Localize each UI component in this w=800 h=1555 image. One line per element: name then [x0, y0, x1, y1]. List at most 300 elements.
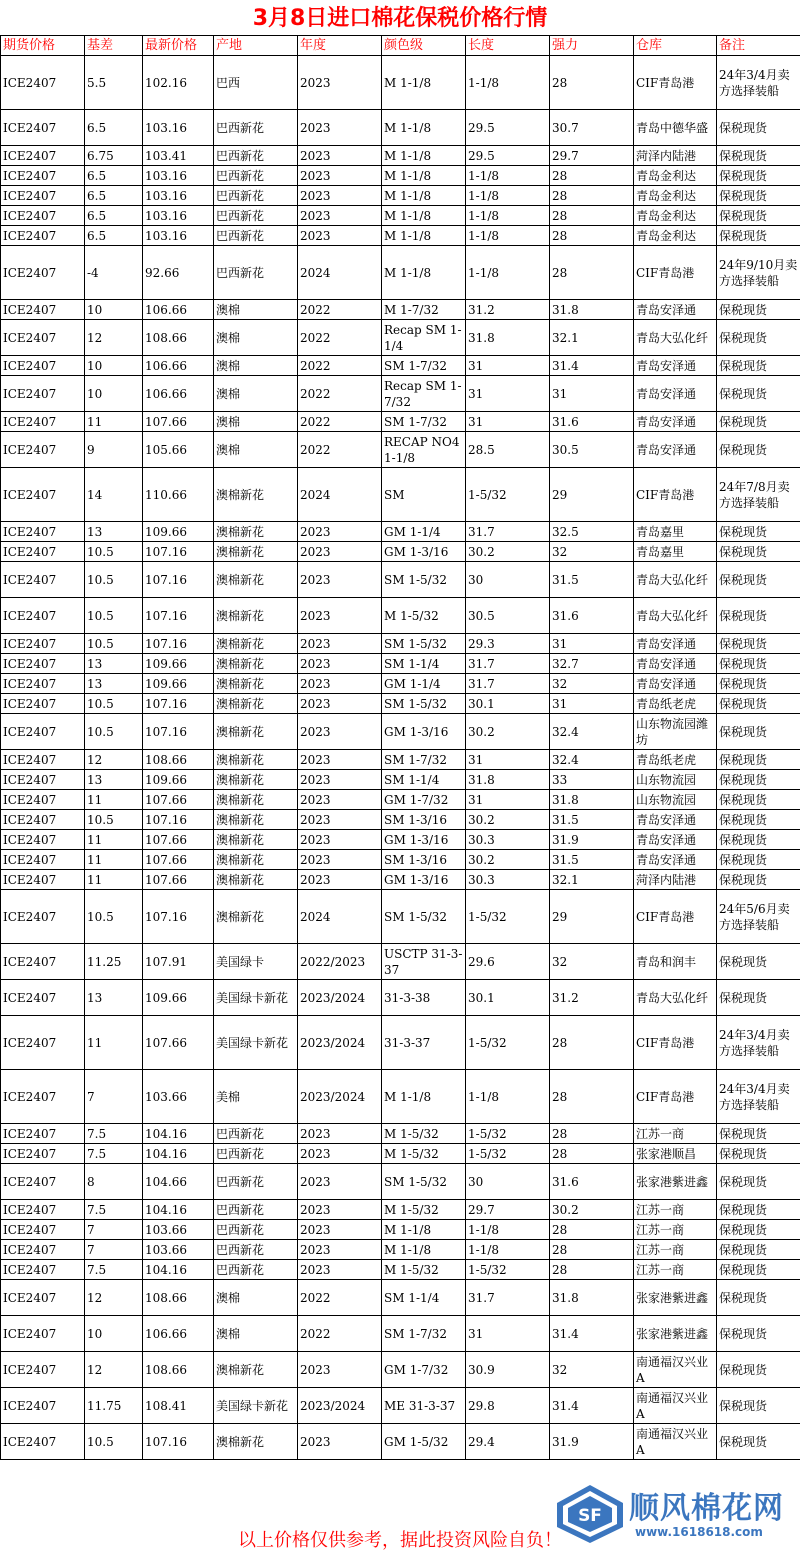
year-cell: 2023	[298, 634, 382, 654]
warehouse-cell: 江苏一商	[634, 1260, 717, 1280]
color-grade-cell: SM 1-5/32	[382, 634, 466, 654]
length-cell: 1-1/8	[466, 246, 550, 300]
table-row	[1, 1352, 800, 1388]
header-remarks: 备注	[717, 36, 800, 56]
futures-cell: ICE2407	[1, 320, 85, 356]
remarks-cell: 保税现货	[717, 1124, 800, 1144]
latest-price-cell: 105.66	[143, 432, 214, 468]
length-cell: 30.2	[466, 810, 550, 830]
remarks-cell: 24年9/10月卖方选择装船	[717, 246, 800, 300]
color-grade-cell: SM 1-3/16	[382, 810, 466, 830]
table-row	[1, 300, 800, 320]
remarks-cell: 保税现货	[717, 300, 800, 320]
table-row	[1, 110, 800, 146]
length-cell: 1-1/8	[466, 1070, 550, 1124]
color-grade-cell: M 1-1/8	[382, 166, 466, 186]
remarks-cell: 保税现货	[717, 1220, 800, 1240]
futures-cell: ICE2407	[1, 1352, 85, 1388]
futures-cell: ICE2407	[1, 750, 85, 770]
origin-cell: 美国绿卡新花	[214, 980, 298, 1016]
table-row	[1, 674, 800, 694]
table-row	[1, 654, 800, 674]
basis-cell: 7.5	[85, 1124, 143, 1144]
table-header-row	[1, 36, 800, 56]
color-grade-cell: M 1-1/8	[382, 146, 466, 166]
remarks-cell: 保税现货	[717, 206, 800, 226]
warehouse-cell: CIF青岛港	[634, 1016, 717, 1070]
latest-price-cell: 107.16	[143, 1424, 214, 1460]
origin-cell: 澳棉新花	[214, 1352, 298, 1388]
strength-cell: 31.9	[550, 830, 634, 850]
basis-cell: 12	[85, 1352, 143, 1388]
year-cell: 2023	[298, 562, 382, 598]
color-grade-cell: GM 1-3/16	[382, 542, 466, 562]
latest-price-cell: 107.16	[143, 890, 214, 944]
warehouse-cell: 青岛纸老虎	[634, 694, 717, 714]
color-grade-cell: GM 1-3/16	[382, 870, 466, 890]
length-cell: 29.3	[466, 634, 550, 654]
futures-cell: ICE2407	[1, 1124, 85, 1144]
table-row	[1, 412, 800, 432]
latest-price-cell: 104.16	[143, 1260, 214, 1280]
color-grade-cell: M 1-1/8	[382, 1070, 466, 1124]
basis-cell: 11	[85, 412, 143, 432]
futures-cell: ICE2407	[1, 542, 85, 562]
table-row	[1, 694, 800, 714]
warehouse-cell: 青岛安泽通	[634, 412, 717, 432]
color-grade-cell: GM 1-1/4	[382, 522, 466, 542]
futures-cell: ICE2407	[1, 1260, 85, 1280]
length-cell: 31	[466, 412, 550, 432]
length-cell: 1-1/8	[466, 206, 550, 226]
color-grade-cell: M 1-1/8	[382, 206, 466, 226]
latest-price-cell: 110.66	[143, 468, 214, 522]
origin-cell: 澳棉新花	[214, 830, 298, 850]
latest-price-cell: 102.16	[143, 56, 214, 110]
color-grade-cell: SM 1-5/32	[382, 694, 466, 714]
length-cell: 29.6	[466, 944, 550, 980]
year-cell: 2023/2024	[298, 1388, 382, 1424]
remarks-cell: 保税现货	[717, 1200, 800, 1220]
basis-cell: 10	[85, 356, 143, 376]
futures-cell: ICE2407	[1, 1388, 85, 1424]
latest-price-cell: 103.16	[143, 110, 214, 146]
remarks-cell: 保税现货	[717, 634, 800, 654]
basis-cell: 10.5	[85, 890, 143, 944]
origin-cell: 美国绿卡	[214, 944, 298, 980]
basis-cell: 10.5	[85, 714, 143, 750]
color-grade-cell: 31-3-38	[382, 980, 466, 1016]
color-grade-cell: USCTP 31-3-37	[382, 944, 466, 980]
futures-cell: ICE2407	[1, 714, 85, 750]
origin-cell: 澳棉	[214, 432, 298, 468]
warehouse-cell: 南通福汉兴业A	[634, 1424, 717, 1460]
origin-cell: 美国绿卡新花	[214, 1016, 298, 1070]
table-row	[1, 542, 800, 562]
price-table	[0, 35, 800, 1460]
latest-price-cell: 107.16	[143, 598, 214, 634]
origin-cell: 澳棉新花	[214, 750, 298, 770]
origin-cell: 巴西新花	[214, 246, 298, 300]
origin-cell: 澳棉	[214, 1280, 298, 1316]
year-cell: 2023	[298, 226, 382, 246]
strength-cell: 32	[550, 674, 634, 694]
length-cell: 29.7	[466, 1200, 550, 1220]
remarks-cell: 保税现货	[717, 166, 800, 186]
warehouse-cell: 青岛中德华盛	[634, 110, 717, 146]
strength-cell: 31.9	[550, 1424, 634, 1460]
futures-cell: ICE2407	[1, 432, 85, 468]
futures-cell: ICE2407	[1, 146, 85, 166]
color-grade-cell: SM 1-1/4	[382, 654, 466, 674]
basis-cell: 7.5	[85, 1144, 143, 1164]
latest-price-cell: 107.16	[143, 694, 214, 714]
remarks-cell: 保税现货	[717, 522, 800, 542]
length-cell: 1-1/8	[466, 1220, 550, 1240]
header-length: 长度	[466, 36, 550, 56]
remarks-cell: 保税现货	[717, 1280, 800, 1316]
basis-cell: 11.75	[85, 1388, 143, 1424]
remarks-cell: 24年5/6月卖方选择装船	[717, 890, 800, 944]
year-cell: 2023	[298, 750, 382, 770]
warehouse-cell: CIF青岛港	[634, 1070, 717, 1124]
remarks-cell: 保税现货	[717, 186, 800, 206]
origin-cell: 巴西新花	[214, 1164, 298, 1200]
origin-cell: 巴西新花	[214, 1260, 298, 1280]
table-row	[1, 56, 800, 110]
strength-cell: 31.5	[550, 810, 634, 830]
length-cell: 30	[466, 1164, 550, 1200]
warehouse-cell: 南通福汉兴业A	[634, 1388, 717, 1424]
basis-cell: 10.5	[85, 542, 143, 562]
latest-price-cell: 103.66	[143, 1240, 214, 1260]
year-cell: 2023	[298, 1144, 382, 1164]
basis-cell: 11	[85, 1016, 143, 1070]
length-cell: 31	[466, 1316, 550, 1352]
strength-cell: 31.6	[550, 1164, 634, 1200]
basis-cell: 6.5	[85, 186, 143, 206]
length-cell: 30.2	[466, 714, 550, 750]
length-cell: 31.7	[466, 1280, 550, 1316]
futures-cell: ICE2407	[1, 468, 85, 522]
table-row	[1, 750, 800, 770]
basis-cell: 10.5	[85, 562, 143, 598]
strength-cell: 28	[550, 246, 634, 300]
year-cell: 2022	[298, 356, 382, 376]
remarks-cell: 保税现货	[717, 1164, 800, 1200]
table-row	[1, 1280, 800, 1316]
warehouse-cell: 江苏一商	[634, 1124, 717, 1144]
latest-price-cell: 107.91	[143, 944, 214, 980]
warehouse-cell: 青岛嘉里	[634, 522, 717, 542]
futures-cell: ICE2407	[1, 598, 85, 634]
disclaimer-footer: 以上价格仅供参考，据此投资风险自负！	[238, 1530, 562, 1551]
strength-cell: 31.2	[550, 980, 634, 1016]
futures-cell: ICE2407	[1, 376, 85, 412]
warehouse-cell: 山东物流园潍坊	[634, 714, 717, 750]
strength-cell: 32.4	[550, 750, 634, 770]
table-row	[1, 634, 800, 654]
origin-cell: 澳棉新花	[214, 674, 298, 694]
origin-cell: 巴西新花	[214, 146, 298, 166]
strength-cell: 32.5	[550, 522, 634, 542]
origin-cell: 澳棉新花	[214, 790, 298, 810]
origin-cell: 澳棉新花	[214, 870, 298, 890]
remarks-cell: 保税现货	[717, 980, 800, 1016]
table-row	[1, 1388, 800, 1424]
year-cell: 2023	[298, 1200, 382, 1220]
strength-cell: 28	[550, 1144, 634, 1164]
header-strength: 强力	[550, 36, 634, 56]
year-cell: 2023/2024	[298, 1016, 382, 1070]
latest-price-cell: 107.16	[143, 562, 214, 598]
table-row	[1, 1240, 800, 1260]
remarks-cell: 保税现货	[717, 376, 800, 412]
strength-cell: 31.8	[550, 300, 634, 320]
latest-price-cell: 103.16	[143, 226, 214, 246]
warehouse-cell: 江苏一商	[634, 1220, 717, 1240]
strength-cell: 28	[550, 206, 634, 226]
futures-cell: ICE2407	[1, 1240, 85, 1260]
warehouse-cell: CIF青岛港	[634, 890, 717, 944]
color-grade-cell: GM 1-1/4	[382, 674, 466, 694]
futures-cell: ICE2407	[1, 770, 85, 790]
length-cell: 30.1	[466, 694, 550, 714]
table-row	[1, 870, 800, 890]
year-cell: 2023	[298, 186, 382, 206]
length-cell: 31	[466, 790, 550, 810]
basis-cell: 10.5	[85, 810, 143, 830]
futures-cell: ICE2407	[1, 186, 85, 206]
origin-cell: 澳棉新花	[214, 714, 298, 750]
origin-cell: 澳棉新花	[214, 562, 298, 598]
basis-cell: 6.5	[85, 110, 143, 146]
table-row	[1, 1200, 800, 1220]
remarks-cell: 24年3/4月卖方选择装船	[717, 1016, 800, 1070]
futures-cell: ICE2407	[1, 412, 85, 432]
header-latest-price: 最新价格	[143, 36, 214, 56]
futures-cell: ICE2407	[1, 1016, 85, 1070]
length-cell: 30.2	[466, 850, 550, 870]
basis-cell: 10.5	[85, 694, 143, 714]
header-basis: 基差	[85, 36, 143, 56]
remarks-cell: 24年3/4月卖方选择装船	[717, 56, 800, 110]
basis-cell: 7	[85, 1070, 143, 1124]
color-grade-cell: M 1-1/8	[382, 186, 466, 206]
year-cell: 2023	[298, 694, 382, 714]
origin-cell: 巴西新花	[214, 1240, 298, 1260]
remarks-cell: 保税现货	[717, 412, 800, 432]
warehouse-cell: 张家港紫进鑫	[634, 1316, 717, 1352]
strength-cell: 31.4	[550, 1388, 634, 1424]
watermark-site-url: www.1618618.com	[635, 1525, 763, 1539]
basis-cell: 6.5	[85, 206, 143, 226]
origin-cell: 澳棉	[214, 412, 298, 432]
color-grade-cell: SM 1-1/4	[382, 1280, 466, 1316]
table-row	[1, 714, 800, 750]
year-cell: 2023	[298, 830, 382, 850]
warehouse-cell: CIF青岛港	[634, 246, 717, 300]
length-cell: 30.9	[466, 1352, 550, 1388]
year-cell: 2023	[298, 654, 382, 674]
origin-cell: 澳棉新花	[214, 522, 298, 542]
table-row	[1, 1260, 800, 1280]
table-row	[1, 890, 800, 944]
origin-cell: 澳棉新花	[214, 694, 298, 714]
table-row	[1, 468, 800, 522]
origin-cell: 澳棉	[214, 300, 298, 320]
watermark-site-name: 顺风棉花网	[629, 1491, 784, 1526]
length-cell: 31.8	[466, 320, 550, 356]
color-grade-cell: M 1-1/8	[382, 56, 466, 110]
year-cell: 2022	[298, 1280, 382, 1316]
strength-cell: 32.1	[550, 320, 634, 356]
basis-cell: 7.5	[85, 1200, 143, 1220]
basis-cell: 13	[85, 770, 143, 790]
basis-cell: 12	[85, 1280, 143, 1316]
color-grade-cell: SM 1-7/32	[382, 1316, 466, 1352]
warehouse-cell: 青岛安泽通	[634, 356, 717, 376]
basis-cell: 6.75	[85, 146, 143, 166]
futures-cell: ICE2407	[1, 246, 85, 300]
year-cell: 2023	[298, 1220, 382, 1240]
basis-cell: 11	[85, 870, 143, 890]
basis-cell: 13	[85, 522, 143, 542]
table-row	[1, 376, 800, 412]
futures-cell: ICE2407	[1, 522, 85, 542]
latest-price-cell: 104.16	[143, 1200, 214, 1220]
year-cell: 2023	[298, 206, 382, 226]
length-cell: 30.5	[466, 598, 550, 634]
color-grade-cell: M 1-1/8	[382, 226, 466, 246]
origin-cell: 澳棉新花	[214, 542, 298, 562]
length-cell: 1-5/32	[466, 468, 550, 522]
strength-cell: 30.5	[550, 432, 634, 468]
length-cell: 29.8	[466, 1388, 550, 1424]
origin-cell: 澳棉新花	[214, 850, 298, 870]
latest-price-cell: 107.16	[143, 714, 214, 750]
latest-price-cell: 103.16	[143, 166, 214, 186]
table-row	[1, 980, 800, 1016]
basis-cell: 8	[85, 1164, 143, 1200]
latest-price-cell: 107.66	[143, 790, 214, 810]
latest-price-cell: 103.16	[143, 206, 214, 226]
futures-cell: ICE2407	[1, 356, 85, 376]
warehouse-cell: 青岛大弘化纤	[634, 980, 717, 1016]
strength-cell: 32	[550, 944, 634, 980]
year-cell: 2023	[298, 522, 382, 542]
futures-cell: ICE2407	[1, 810, 85, 830]
latest-price-cell: 107.66	[143, 412, 214, 432]
futures-cell: ICE2407	[1, 1144, 85, 1164]
remarks-cell: 保税现货	[717, 1424, 800, 1460]
origin-cell: 澳棉新花	[214, 468, 298, 522]
basis-cell: 13	[85, 674, 143, 694]
remarks-cell: 保税现货	[717, 1352, 800, 1388]
header-origin: 产地	[214, 36, 298, 56]
length-cell: 29.4	[466, 1424, 550, 1460]
year-cell: 2023	[298, 1260, 382, 1280]
strength-cell: 32.7	[550, 654, 634, 674]
color-grade-cell: SM 1-7/32	[382, 356, 466, 376]
color-grade-cell: SM 1-1/4	[382, 770, 466, 790]
basis-cell: 10.5	[85, 1424, 143, 1460]
length-cell: 31	[466, 356, 550, 376]
length-cell: 31.7	[466, 674, 550, 694]
warehouse-cell: 青岛嘉里	[634, 542, 717, 562]
strength-cell: 32.1	[550, 870, 634, 890]
table-row	[1, 166, 800, 186]
futures-cell: ICE2407	[1, 850, 85, 870]
latest-price-cell: 109.66	[143, 654, 214, 674]
origin-cell: 巴西新花	[214, 1200, 298, 1220]
futures-cell: ICE2407	[1, 634, 85, 654]
basis-cell: 9	[85, 432, 143, 468]
basis-cell: 14	[85, 468, 143, 522]
year-cell: 2024	[298, 246, 382, 300]
table-row	[1, 850, 800, 870]
latest-price-cell: 107.66	[143, 1016, 214, 1070]
length-cell: 1-1/8	[466, 1240, 550, 1260]
latest-price-cell: 107.16	[143, 542, 214, 562]
length-cell: 31.7	[466, 654, 550, 674]
basis-cell: 12	[85, 750, 143, 770]
color-grade-cell: Recap SM 1-1/4	[382, 320, 466, 356]
strength-cell: 28	[550, 1070, 634, 1124]
table-row	[1, 790, 800, 810]
latest-price-cell: 109.66	[143, 674, 214, 694]
table-row	[1, 226, 800, 246]
warehouse-cell: 青岛安泽通	[634, 810, 717, 830]
basis-cell: 10	[85, 1316, 143, 1352]
basis-cell: 11	[85, 850, 143, 870]
color-grade-cell: SM 1-7/32	[382, 750, 466, 770]
origin-cell: 巴西新花	[214, 226, 298, 246]
latest-price-cell: 107.16	[143, 810, 214, 830]
warehouse-cell: 青岛安泽通	[634, 850, 717, 870]
length-cell: 1-5/32	[466, 1016, 550, 1070]
strength-cell: 30.7	[550, 110, 634, 146]
warehouse-cell: 青岛大弘化纤	[634, 562, 717, 598]
futures-cell: ICE2407	[1, 1164, 85, 1200]
year-cell: 2023/2024	[298, 980, 382, 1016]
table-row	[1, 562, 800, 598]
origin-cell: 巴西新花	[214, 206, 298, 226]
strength-cell: 28	[550, 1260, 634, 1280]
basis-cell: 6.5	[85, 166, 143, 186]
warehouse-cell: 青岛金利达	[634, 226, 717, 246]
warehouse-cell: 江苏一商	[634, 1240, 717, 1260]
year-cell: 2023	[298, 674, 382, 694]
warehouse-cell: 青岛金利达	[634, 206, 717, 226]
year-cell: 2022	[298, 376, 382, 412]
color-grade-cell: GM 1-3/16	[382, 830, 466, 850]
sheet-title: 3月8日进口棉花保税价格行情	[252, 6, 548, 31]
futures-cell: ICE2407	[1, 300, 85, 320]
remarks-cell: 保税现货	[717, 320, 800, 356]
strength-cell: 28	[550, 1016, 634, 1070]
length-cell: 31	[466, 750, 550, 770]
latest-price-cell: 92.66	[143, 246, 214, 300]
color-grade-cell: SM 1-5/32	[382, 562, 466, 598]
remarks-cell: 保税现货	[717, 226, 800, 246]
year-cell: 2023	[298, 542, 382, 562]
strength-cell: 32.4	[550, 714, 634, 750]
remarks-cell: 保税现货	[717, 1260, 800, 1280]
warehouse-cell: 山东物流园	[634, 790, 717, 810]
table-row	[1, 246, 800, 300]
origin-cell: 澳棉新花	[214, 1424, 298, 1460]
